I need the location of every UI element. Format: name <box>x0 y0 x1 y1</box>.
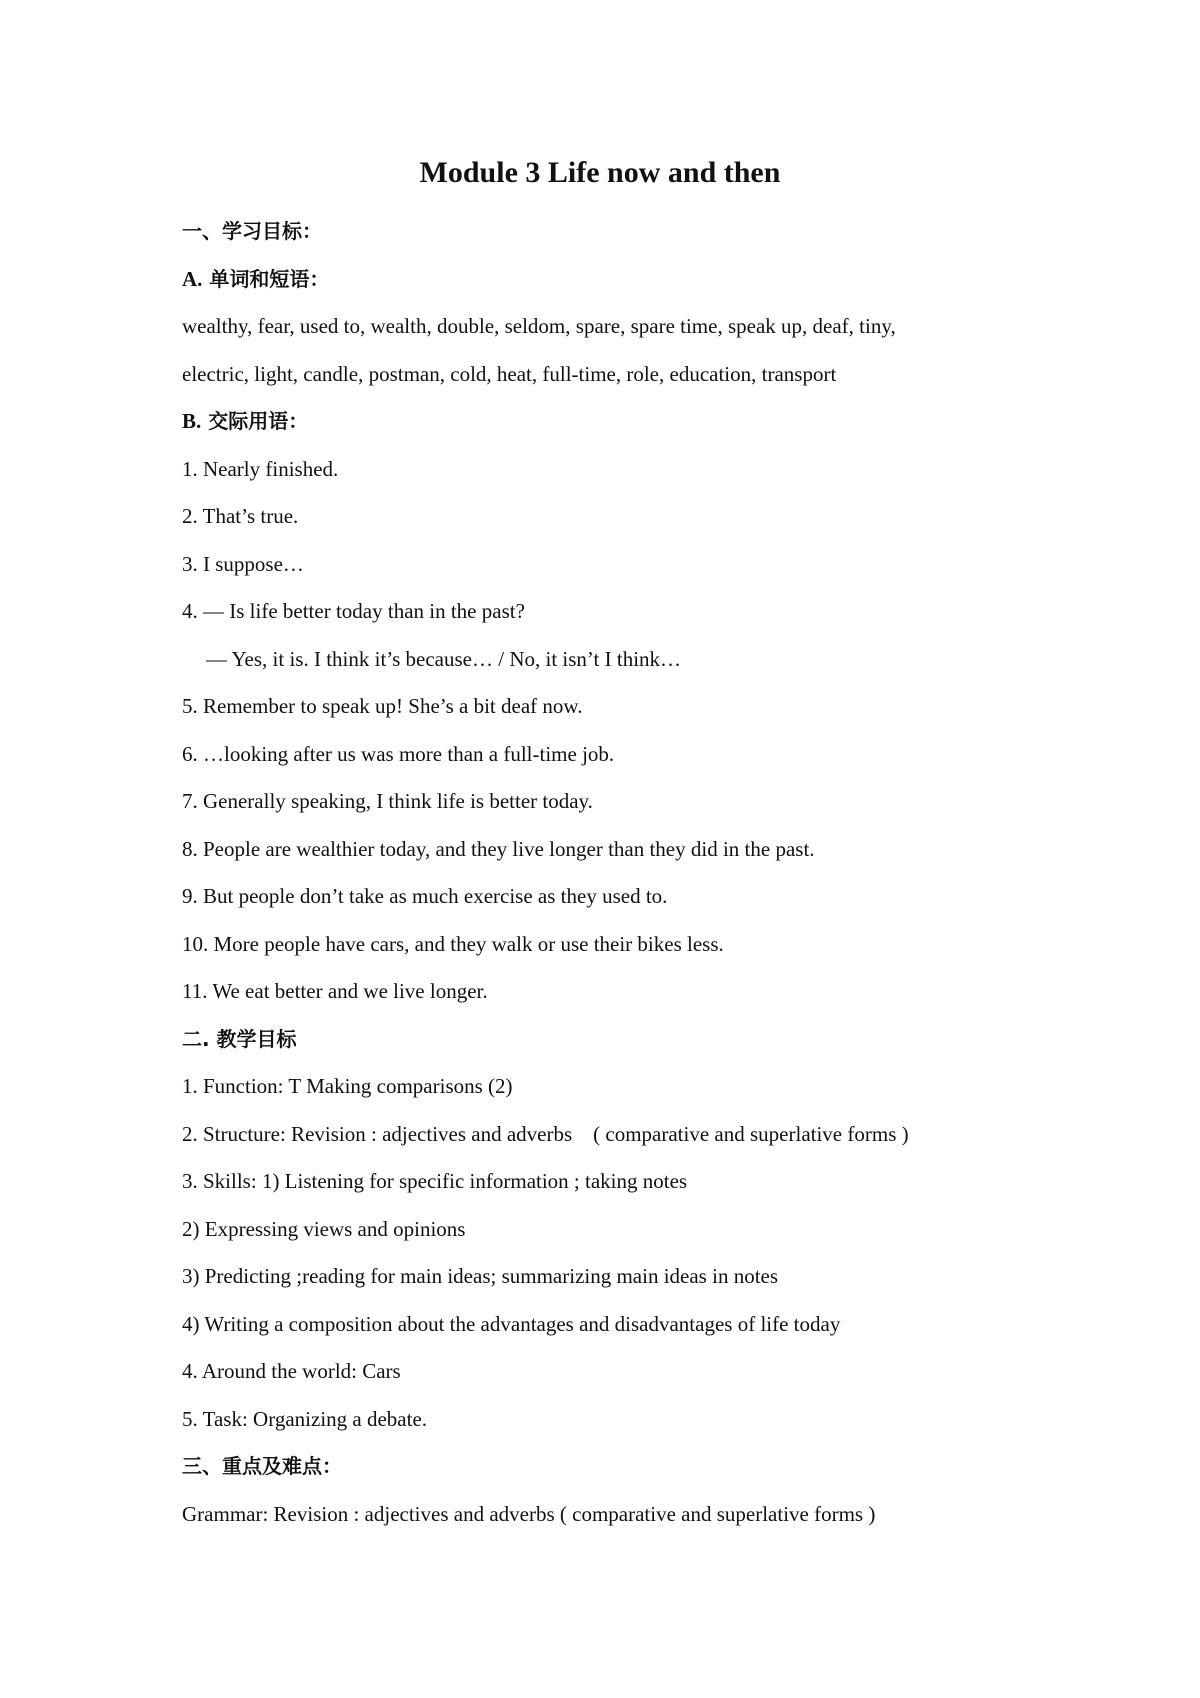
objective-item: 3) Predicting ;reading for main ideas; summarizing main ideas in notes <box>182 1264 779 1288</box>
objective-item: 2) Expressing views and opinions <box>182 1216 466 1241</box>
phrase-item: 4. — Is life better today than in the past? <box>182 599 525 623</box>
objective-item: 1. Function: T Making comparisons (2) <box>182 1074 513 1098</box>
phrase-item: 1. Nearly finished. <box>182 456 339 481</box>
section-3-heading: 三、重点及难点： <box>182 1454 342 1478</box>
part-a-prefix: A. <box>182 266 203 291</box>
part-a-heading <box>182 256 1082 304</box>
phrase-item: 8. People are wealthier today, and they live longer than they did in the past. <box>182 836 815 861</box>
objective-item: 4) Writing a composition about the advantages and disadvantages of life today <box>182 1311 841 1336</box>
objective-item: 3. Skills: 1) Listening for specific information ; taking notes <box>182 1169 688 1193</box>
grammar-line: Grammar: Revision : adjectives and adverbs ( comparative and superlative forms ) <box>182 1501 876 1526</box>
phrase-item-reply: — Yes, it is. I think it’s because… / No, it isn’t I think… <box>206 646 682 671</box>
part-a-label: 单词和短语： <box>209 266 330 291</box>
vocabulary-line-1: wealthy, fear, used to, wealth, double, seldom, spare, spare time, speak up, deaf, tiny, <box>182 314 896 338</box>
document-title: Module 3 Life now and then <box>419 156 781 189</box>
phrase-item: 3. I suppose… <box>182 551 304 576</box>
part-b-prefix: B. <box>182 409 202 433</box>
phrase-item: 10. More people have cars, and they walk or use their bikes less. <box>182 931 724 956</box>
section-2-heading: 二. 教学目标 <box>182 1026 297 1051</box>
part-b-label: 交际用语： <box>208 409 309 433</box>
document-body <box>182 208 1082 1538</box>
phrase-item: 9. But people don’t take as much exercise as they used to. <box>182 884 668 908</box>
phrase-item: 2. That’s true. <box>182 504 299 528</box>
objective-item: 2. Structure: Revision : adjectives and adverbs ( comparative and superlative forms ) <box>182 1121 909 1146</box>
objective-item: 4. Around the world: Cars <box>182 1359 401 1383</box>
phrase-item: 11. We eat better and we live longer. <box>182 979 488 1003</box>
section-1-heading: 一、学习目标： <box>182 219 322 243</box>
vocabulary-line-2: electric, light, candle, postman, cold, heat, full-time, role, education, transport <box>182 361 837 386</box>
phrase-item: 7. Generally speaking, I think life is better today. <box>182 789 593 813</box>
part-b-heading <box>182 398 1082 446</box>
objective-item: 5. Task: Organizing a debate. <box>182 1406 428 1431</box>
phrase-item: 6. …looking after us was more than a full-time job. <box>182 741 615 766</box>
phrase-item: 5. Remember to speak up! She’s a bit deaf now. <box>182 694 583 718</box>
